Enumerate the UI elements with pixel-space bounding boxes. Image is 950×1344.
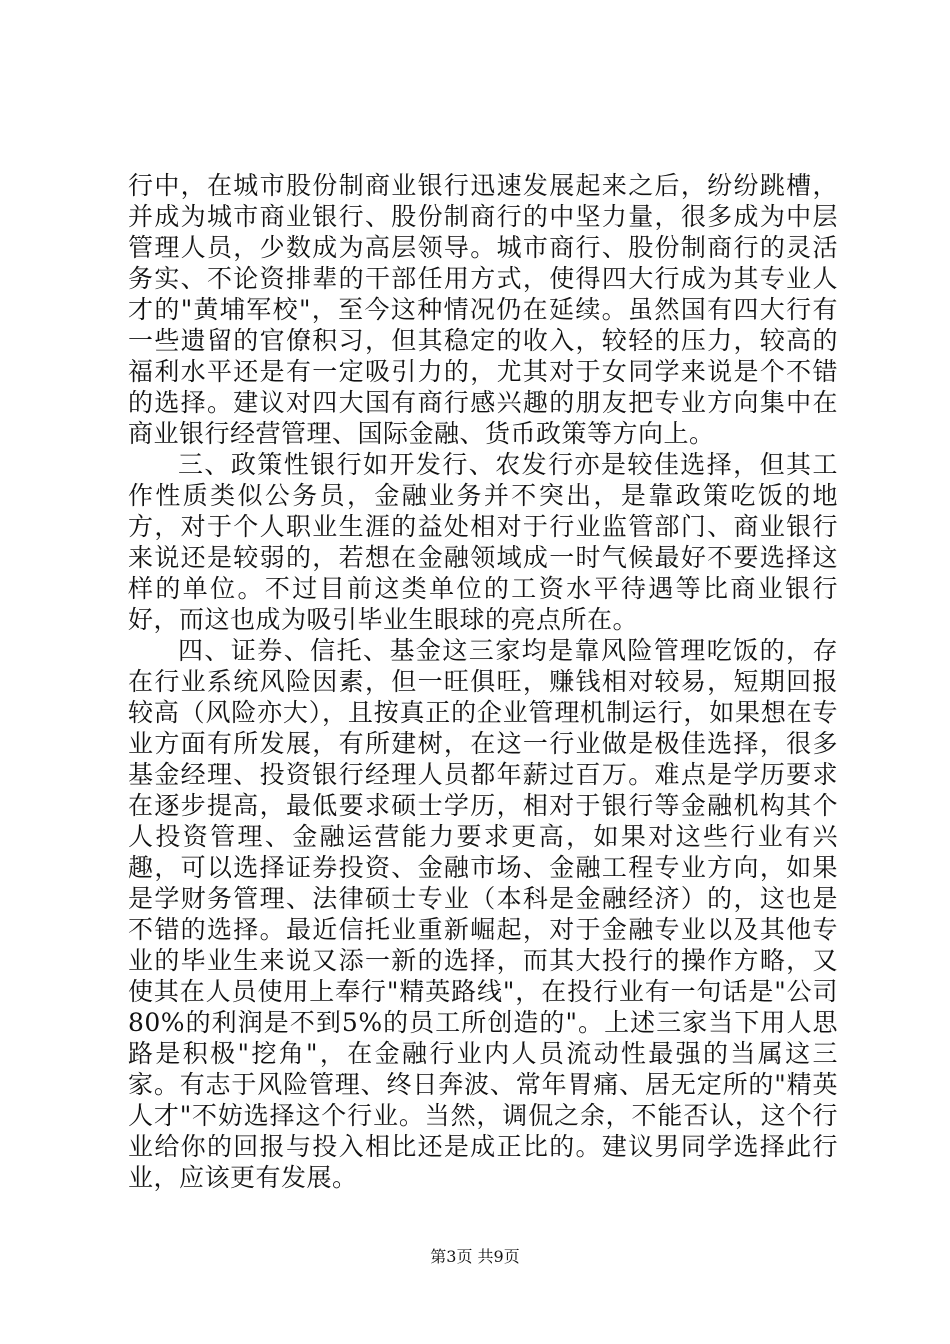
paragraph-securities-trust-funds: 四、证券、信托、基金这三家均是靠风险管理吃饭的，存在行业系统风险因素，但一旺俱旺，赚钱相对较易，短期回报较高（风险亦大），且按真正的企业管理机制运行，如果想在专业方面有所发展，有所建树，在这一行业做是极佳选择，很多基金经理、投资银行经理人员都年薪过百万。难点是学历要求在逐步提高，最低要求硕士学历，相对于银行等金融机构其个人投资管理、金融运营能力要求更高，如果对这些行业有兴趣，可以选择证券投资、金融市场、金融工程专业方向，如果是学财务管理、法律硕士专业（本科是金融经济）的，这也是不错的选择。最近信托业重新崛起，对于金融专业以及其他专业的毕业生来说又添一新的选择，而其大投行的操作方略，又使其在人员使用上奉行"精英路线"，在投行业有一句话是"公司80%的利润是不到5%的员工所创造的"。上述三家当下用人思路是积极"挖角"，在金融行业内人员流动性最强的当属这三家。有志于风险管理、终日奔波、常年胃痛、居无定所的"精英人才"不妨选择这个行业。当然，调侃之余，不能否认，这个行业给你的回报与投入相比还是成正比的。建议男同学选择此行业，应该更有发展。: [128, 636, 838, 1192]
paragraph-continuation: 行中，在城市股份制商业银行迅速发展起来之后，纷纷跳槽，并成为城市商业银行、股份制商行的中坚力量，很多成为中层管理人员，少数成为高层领导。城市商行、股份制商行的灵活务实、不论资排辈的干部任用方式，使得四大行成为其专业人才的"黄埔军校"，至今这种情况仍在延续。虽然国有四大行有一些遗留的官僚积习，但其稳定的收入，较轻的压力，较高的福利水平还是有一定吸引力的，尤其对于女同学来说是个不错的选择。建议对四大国有商行感兴趣的朋友把专业方向集中在商业银行经营管理、国际金融、货币政策等方向上。: [128, 171, 838, 448]
paragraph-policy-banks: 三、政策性银行如开发行、农发行亦是较佳选择，但其工作性质类似公务员，金融业务并不突出，是靠政策吃饭的地方，对于个人职业生涯的益处相对于行业监管部门、商业银行来说还是较弱的，若想在金融领域成一时气候最好不要选择这样的单位。不过目前这类单位的工资水平待遇等比商业银行好，而这也成为吸引毕业生眼球的亮点所在。: [128, 450, 838, 634]
page-footer: 第3页 共9页: [430, 1247, 520, 1266]
document-body: [128, 170, 838, 1193]
